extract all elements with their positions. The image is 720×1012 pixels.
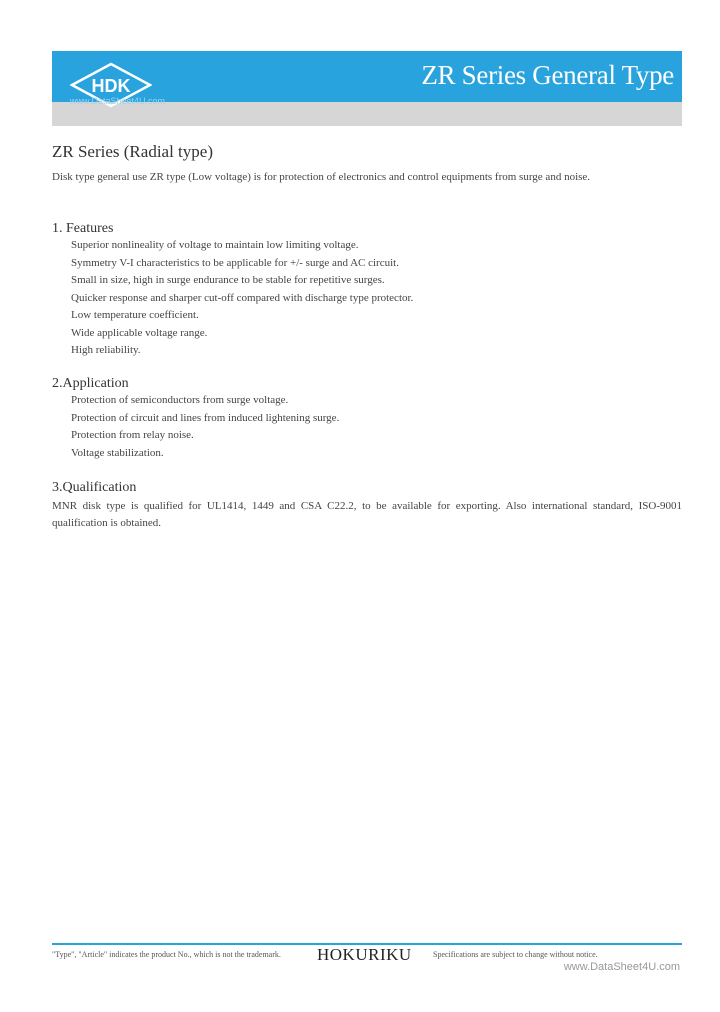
footer-trademark-note: "Type", "Article" indicates the product No., which is not the trademark. bbox=[52, 950, 281, 959]
qualification-heading: 3.Qualification bbox=[52, 480, 137, 495]
logo-text: HDK bbox=[91, 76, 131, 96]
watermark-top[interactable]: www.DataSheet4U.com bbox=[70, 96, 166, 106]
watermark-bottom[interactable]: www.DataSheet4U.com bbox=[563, 961, 680, 973]
qualification-text: MNR disk type is qualified for UL1414, 1449 and CSA C22.2, to be available for exporting. Also international standard, ISO-9001 qualification is obtained. bbox=[52, 500, 682, 529]
list-item: Superior nonlineality of voltage to maintain low limiting voltage. bbox=[71, 239, 359, 251]
list-item: Wide applicable voltage range. bbox=[71, 326, 208, 339]
application-list bbox=[71, 392, 339, 462]
list-item: Voltage stabilization. bbox=[71, 446, 164, 459]
page-title: ZR Series General Type bbox=[421, 60, 674, 90]
footer-spec-note: Specifications are subject to change without notice. bbox=[433, 950, 598, 959]
list-item: High reliability. bbox=[71, 344, 141, 356]
section-title: ZR Series (Radial type) bbox=[52, 142, 213, 161]
intro-description: Disk type general use ZR type (Low voltage) is for protection of electronics and control equipments from surge and noise. bbox=[52, 171, 591, 183]
list-item: Small in size, high in surge endurance to be stable for repetitive surges. bbox=[71, 274, 385, 286]
list-item: Protection of circuit and lines from induced lightening surge. bbox=[71, 411, 340, 424]
features-list bbox=[71, 237, 413, 360]
list-item: Symmetry V-I characteristics to be applicable for +/- surge and AC circuit. bbox=[71, 256, 399, 269]
application-heading: 2.Application bbox=[52, 376, 129, 391]
list-item: Low temperature coefficient. bbox=[71, 309, 199, 321]
list-item: Protection from relay noise. bbox=[71, 429, 194, 441]
list-item: Quicker response and sharper cut-off compared with discharge type protector. bbox=[71, 291, 414, 304]
features-heading: 1. Features bbox=[52, 221, 114, 236]
list-item: Protection of semiconductors from surge voltage. bbox=[71, 394, 289, 406]
footer-company: HOKURIKU bbox=[317, 945, 412, 964]
